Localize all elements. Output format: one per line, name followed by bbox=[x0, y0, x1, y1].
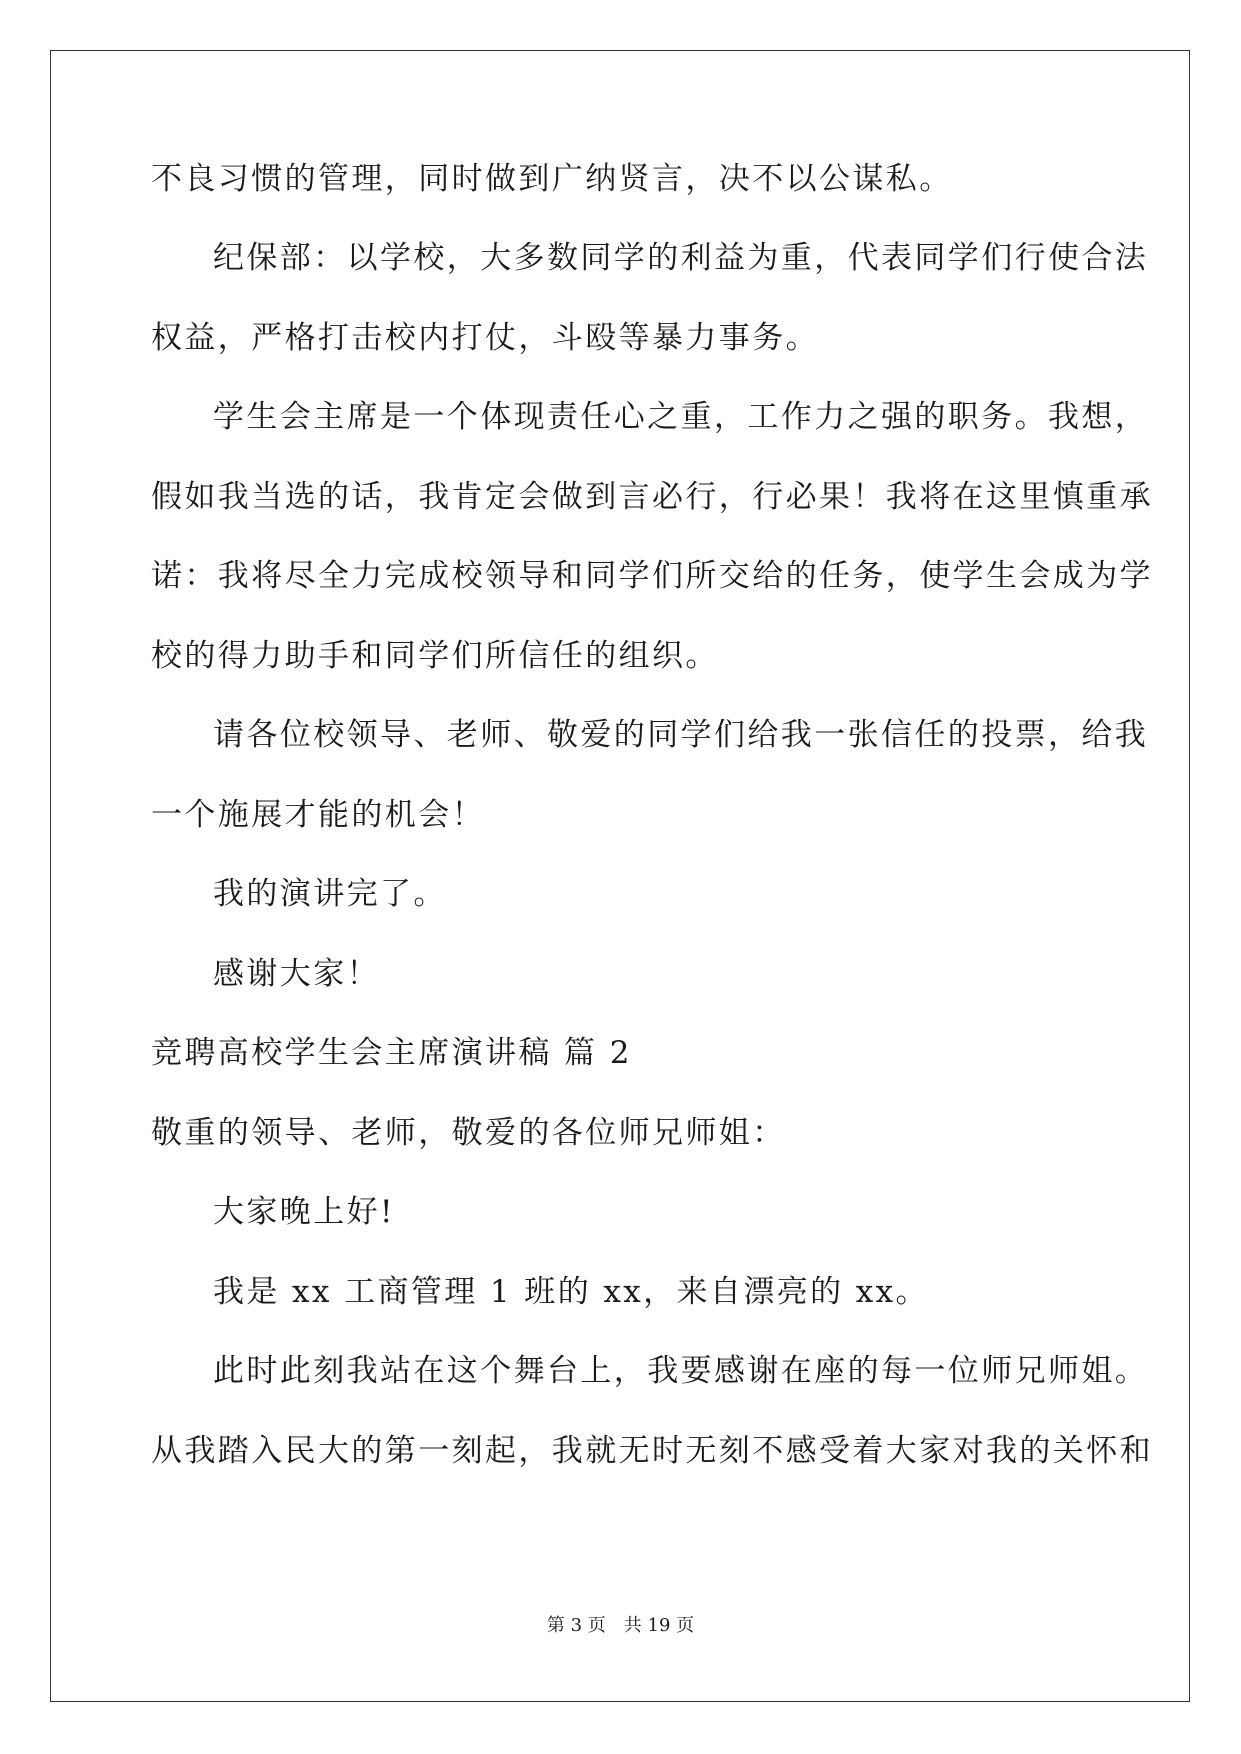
text-line: 从我踏入民大的第一刻起，我就无时无刻不感受着大家对我的关怀和 bbox=[151, 1433, 1153, 1469]
text-line: 学生会主席是一个体现责任心之重，工作力之强的职务。我想， bbox=[213, 399, 1149, 435]
text-line: 假如我当选的话，我肯定会做到言必行，行必果！我将在这里慎重承 bbox=[151, 479, 1153, 515]
text-line: 此时此刻我站在这个舞台上，我要感谢在座的每一位师兄师姐。 bbox=[213, 1353, 1149, 1389]
page-footer bbox=[0, 1614, 1241, 1638]
text-line: 权益，严格打击校内打仗，斗殴等暴力事务。 bbox=[151, 320, 819, 356]
text-line: 校的得力助手和同学们所信任的组织。 bbox=[151, 638, 719, 674]
text-line: 我是 xx 工商管理 1 班的 xx，来自漂亮的 xx。 bbox=[213, 1274, 929, 1310]
page-total: 共 19 页 bbox=[623, 1615, 695, 1636]
page-number: 第 3 页 bbox=[546, 1615, 606, 1636]
text-line: 请各位校领导、老师、敬爱的同学们给我一张信任的投票，给我 bbox=[213, 717, 1149, 753]
text-line: 感谢大家！ bbox=[213, 956, 380, 992]
text-line: 一个施展才能的机会！ bbox=[151, 797, 485, 833]
text-line: 不良习惯的管理，同时做到广纳贤言，决不以公谋私。 bbox=[151, 161, 953, 197]
text-line: 我的演讲完了。 bbox=[213, 876, 447, 912]
section-heading: 竞聘高校学生会主席演讲稿 篇 2 bbox=[151, 1035, 632, 1071]
text-line: 纪保部：以学校，大多数同学的利益为重，代表同学们行使合法 bbox=[213, 240, 1149, 276]
salutation: 敬重的领导、老师，敬爱的各位师兄师姐： bbox=[151, 1115, 786, 1151]
text-line: 诺：我将尽全力完成校领导和同学们所交给的任务，使学生会成为学 bbox=[151, 558, 1153, 594]
text-line: 大家晚上好! bbox=[213, 1194, 395, 1230]
